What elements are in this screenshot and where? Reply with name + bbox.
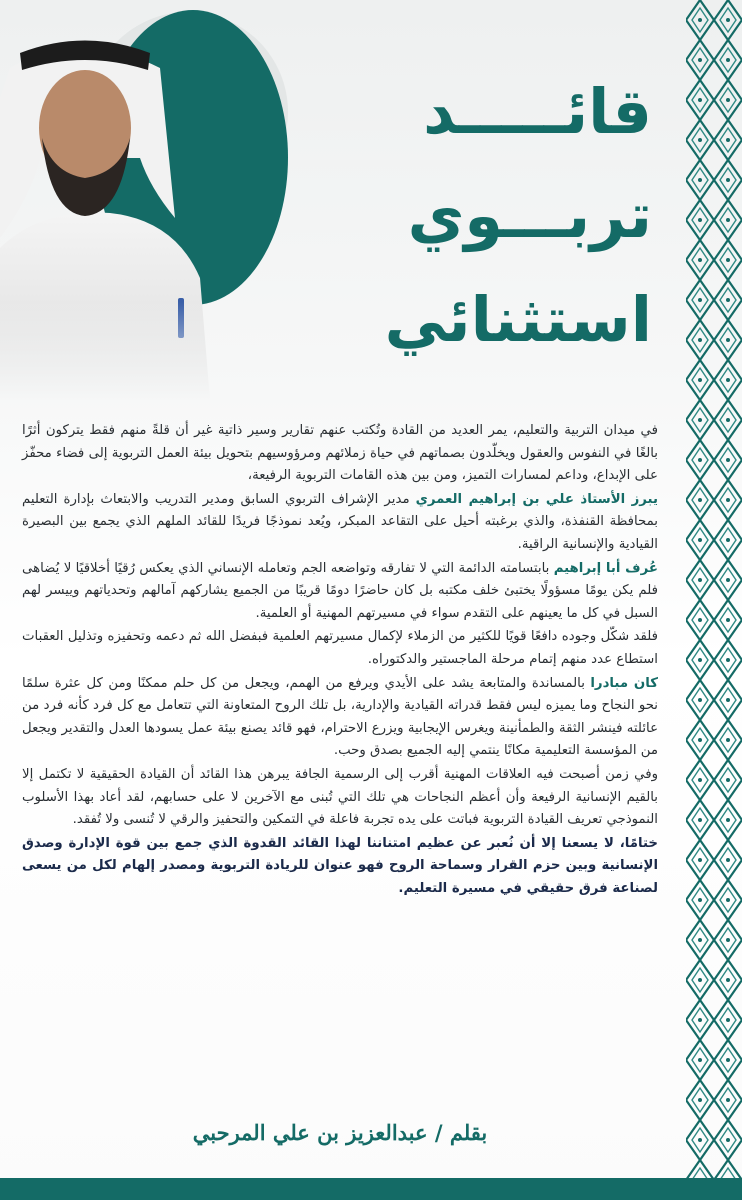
paragraph-closing: ختامًا، لا يسعنا إلا أن نُعبر عن عظيم امتناننا لهذا القائد القدوة الذي جمع بين قوة الإدارة وصدق الإنسانية وبين حزم القرار وسماحة الروح فهو عنوان للريادة التربوية ومصدر إلهام لكل من يسعى لصناعة فرق حقيقي في مسيرة التعليم.: [22, 835, 658, 896]
paragraph-intro: في ميدان التربية والتعليم، يمر العديد من القادة وتُكتب عنهم تقارير وسير ذاتية غير أن قلةً منهم فقط يتركون أثرًا بالغًا في النفوس والعقول ويخلّدون بصماتهم في حياة زملائهم ومرؤوسيهم بتحويل بيئة العمل التربوية إلى فضاء محفّز على الإبداع، وداعم لمسارات التميز، ومن بين هذه القامات التربوية الرفيعة،: [22, 423, 658, 484]
paragraph-profile-text: مدير الإشراف التربوي السابق ومدير التدريب والابتعاث بإدارة التعليم بمحافظة القنفذة، والذي برغبته أحيل على التقاعد المبكر، ويُعد نموذجًا فريدًا للقائد الملهم الذي يجمع بين البصيرة القيادية والإنسانية الراقية.: [22, 491, 658, 552]
paragraph-initiative: [22, 673, 658, 763]
bottom-accent-band: [0, 1178, 742, 1200]
portrait-photo: [0, 8, 210, 400]
highlight-initiative: كان مبادرا: [590, 675, 658, 691]
title-line-3: استثنائي: [384, 283, 652, 356]
highlight-name: يبرز الأستاذ علي بن إبراهيم العمري: [415, 491, 658, 507]
title-line-2: تربـــوي: [407, 179, 652, 252]
decorative-pattern-strip: [686, 0, 742, 1178]
paragraph-profile: [22, 489, 658, 557]
paragraph-character-text: بابتسامته الدائمة التي لا تفارقه وتواضعه الجم وتعامله الإنساني الذي يعكس رُقيًا أخلاقيًا لا يُضاهى فلم يكن يومًا مسؤولًا يختبئ خلف مكتبه بل كان حاضرًا دومًا قريبًا من الجميع يشاركهم آمالهم وتحدياتهم وييسر لهم السبل في كل ما يعينهم على التقدم سواء في مسيرتهم المهنية أو العلمية.: [22, 560, 658, 621]
paragraph-impact: فلقد شكّل وجوده دافعًا قويًا للكثير من الزملاء لإكمال مسيرتهم العلمية فبفضل الله ثم دعمه وتحفيزه وتذليل العقبات استطاع عدد منهم إتمام مرحلة الماجستير والدكتوراه.: [22, 629, 658, 667]
poster-title: [312, 60, 652, 372]
author-signature: بقلم / عبدالعزيز بن علي المرحبي: [192, 1120, 488, 1145]
article-body: [22, 420, 658, 901]
paragraph-leadership: وفي زمن أصبحت فيه العلاقات المهنية أقرب إلى الرسمية الجافة يبرهن هذا القائد أن القيادة الحقيقية لا تكتمل إلا بالقيم الإنسانية الرفيعة وأن أعظم النجاحات هي تلك التي تُبنى مع الآخرين لا على حسابهم، لقد أعاد بهذا الأسلوب النموذجي تعريف القيادة التربوية فباتت على يده تجربة فاعلة في التمكين والتحفيز والرقي لا تُنسى ولا تُفقد.: [22, 766, 658, 828]
title-line-1: قائـــــد: [423, 75, 652, 148]
paragraph-character: [22, 558, 658, 626]
highlight-known-as: عُرف أبا إبراهيم: [553, 560, 658, 576]
paragraph-initiative-text: بالمساندة والمتابعة يشد على الأيدي ويرفع من الهمم، ويجعل من كل حلم ممكنًا ومن كل عثرة سلمًا نحو النجاح وما يميزه ليس فقط قدراته القيادية والإدارية، بل تلك الروح المتعاونة التي تتعامل مع كل فرد كأنه فرد من عائلته فينشر الثقة والطمأنينة ويغرس الإيجابية ويزرع الاحترام، فهو قائد يصنع بيئة عمل يسودها العدل والتقدير ويجعل من المؤسسة التعليمية مكانًا ينتمي إليه الجميع بصدق وحب.: [22, 675, 658, 759]
